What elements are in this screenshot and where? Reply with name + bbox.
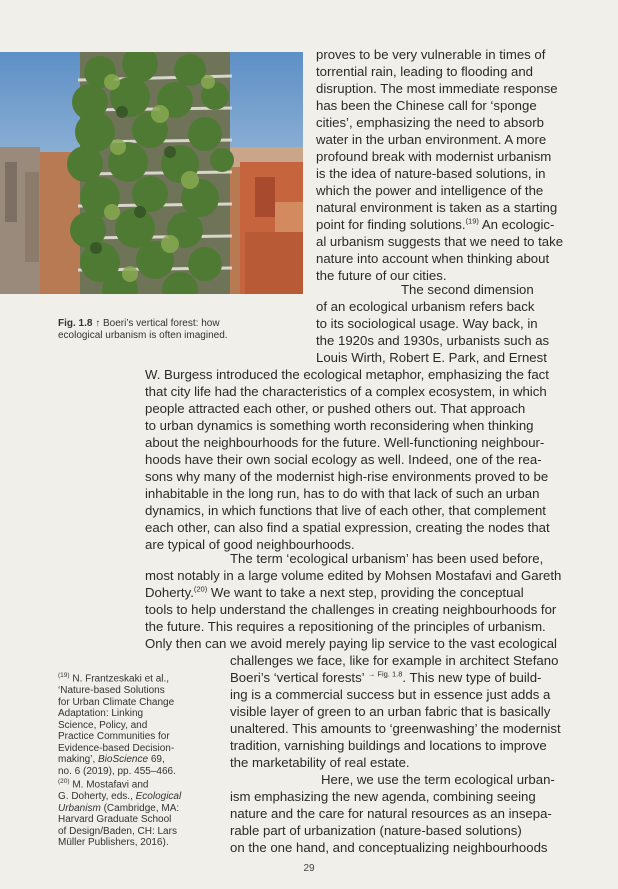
footnote-number: (19) [58,672,70,679]
body-line [316,216,554,233]
footnote-line: for Urban Climate Change [58,696,175,708]
figure-caption-line-1: Boeri’s vertical forest: how [103,318,220,329]
body-line: unaltered. This amounts to ‘greenwashing’ the modernist [230,721,561,736]
body-line-text: point for finding solutions. [316,217,466,232]
body-line: Here, we use the term ecological urban- [321,772,555,787]
figure-up-arrow-icon: ↑ [95,318,101,329]
body-line: nature and the care for natural resources as an insepa- [230,806,552,821]
body-line: of an ecological urbanism refers back [316,299,535,314]
body-line: has been the Chinese call for ‘sponge [316,98,537,113]
body-line: disruption. The most immediate response [316,81,558,96]
body-line: is the idea of nature-based solutions, in [316,166,546,181]
journal-title: BioScience [98,754,149,766]
body-line: visible layer of green to an urban fabric that is basically [230,704,551,719]
body-line: al urbanism suggests that we need to take [316,234,564,249]
footnote-line: ‘Nature-based Solutions [58,684,165,696]
footnote-line: G. Doherty, eds., [58,790,136,802]
body-line: people attracted each other, or pushed others out. That approach [145,401,526,416]
body-line: about the neighbourhoods for the future. Well-functioning neighbour- [145,435,545,450]
figure-caption [58,318,288,342]
body-line-text: We want to take a next step, providing the conceptual [207,585,524,600]
body-line: on the one hand, and conceptualizing neighbourhoods [230,840,548,855]
body-line: The second dimension [401,282,534,297]
footnote-line: Harvard Graduate School [58,814,172,826]
body-line: the future. This requires a repositioning of the principles of urbanism. [145,619,546,634]
body-line: proves to be very vulnerable in times of [316,47,546,62]
footnote-number: (20) [58,778,70,785]
body-line: cities’, emphasizing the need to absorb [316,115,544,130]
body-line: challenges we face, like for example in architect Stefano [230,653,559,668]
footnote-line: M. Mostafavi and [72,779,149,791]
body-line: the future of our cities. [316,268,447,283]
body-line: profound break with modernist urbanism [316,149,552,164]
body-line: the marketability of real estate. [230,755,410,770]
body-line [145,584,524,601]
body-line: water in the urban environment. A more [316,132,547,147]
body-line: ism emphasizing the new agenda, combining seeing [230,789,536,804]
figure-ref-link[interactable]: → Fig. 1.8 [367,669,403,679]
body-line: rable part of urbanization (nature-based solutions) [230,823,522,838]
body-line: most notably in a large volume edited by Mohsen Mostafavi and Gareth [145,568,562,583]
body-line: tools to help understand the challenges in creating neighbourhoods for [145,602,557,617]
book-title: Ecological [135,790,182,802]
page-number: 29 [303,863,315,874]
body-line: the 1920s and 1930s, urbanists such as [316,333,550,348]
body-line-text: Boeri’s ‘vertical forests’ [230,670,368,685]
body-line-text: Doherty. [145,585,194,600]
body-line: are typical of good neighbourhoods. [145,537,355,552]
footnote-line: Practice Communities for [58,731,170,743]
body-line-text: . This new type of build- [402,670,542,685]
footnote-line: (Cambridge, MA: [100,802,180,814]
footnote-line: of Design/Baden, CH: Lars [58,825,177,837]
body-line: W. Burgess introduced the ecological metaphor, emphasizing the fact [145,367,549,382]
body-line: Louis Wirth, Robert E. Park, and Ernest [316,350,547,365]
footnote-line: no. 6 (2019), pp. 455–466. [58,766,176,778]
body-line [230,669,541,686]
body-line: to urban dynamics is something worth reconsidering when thinking [145,418,534,433]
footnote-line: N. Frantzeskaki et al., [72,673,170,685]
body-line: natural environment is taken as a starting [316,200,558,215]
body-line: hoods have their own social ecology as well. Indeed, one of the rea- [145,452,542,467]
footnote-line: Müller Publishers, 2016). [58,837,169,849]
figure-label: Fig. 1.8 [58,318,93,329]
body-line: to its sociological usage. Way back, in [316,316,538,331]
body-line: tradition, varnishing buildings and locations to improve [230,738,547,753]
body-line: ing is a commercial success but in essence just adds a [230,687,551,702]
body-line: which the power and intelligence of the [316,183,544,198]
body-line: that city life had the characteristics of a complex ecosystem, in which [145,384,547,399]
body-line: dynamics, in which functions that live of each other, that complement [145,503,546,518]
body-line: sons why many of the modernist high-rise environments proved to be [145,469,549,484]
footnote-ref-19: (19) [465,216,479,226]
footnote-19 [58,670,218,778]
footnote-line: Adaptation: Linking [58,708,144,720]
body-line-text: An ecologic- [478,217,555,232]
footnote-line: Science, Policy, and [58,719,148,731]
footnote-ref-20: (20) [193,584,208,594]
figure-photo-vertical-forest [0,52,303,294]
figure-caption-line-2: ecological urbanism is often imagined. [58,330,228,341]
footnote-line: Evidence-based Decision- [58,742,175,754]
body-line: Only then can we avoid merely paying lip service to the vast ecological [145,636,557,651]
body-line: The term ‘ecological urbanism’ has been used before, [230,551,544,566]
footnote-line: making’, [58,754,99,766]
footnote-line: 69, [148,754,165,766]
body-line: torrential rain, leading to flooding and [316,64,534,79]
body-line: nature into account when thinking about [316,251,550,266]
body-line: each other, can also find a spatial expression, creating the nodes that [145,520,550,535]
book-title: Urbanism [58,802,101,814]
body-line: inhabitable in the long run, has to do with that lack of such an urban [145,486,540,501]
footnote-20 [58,776,218,849]
